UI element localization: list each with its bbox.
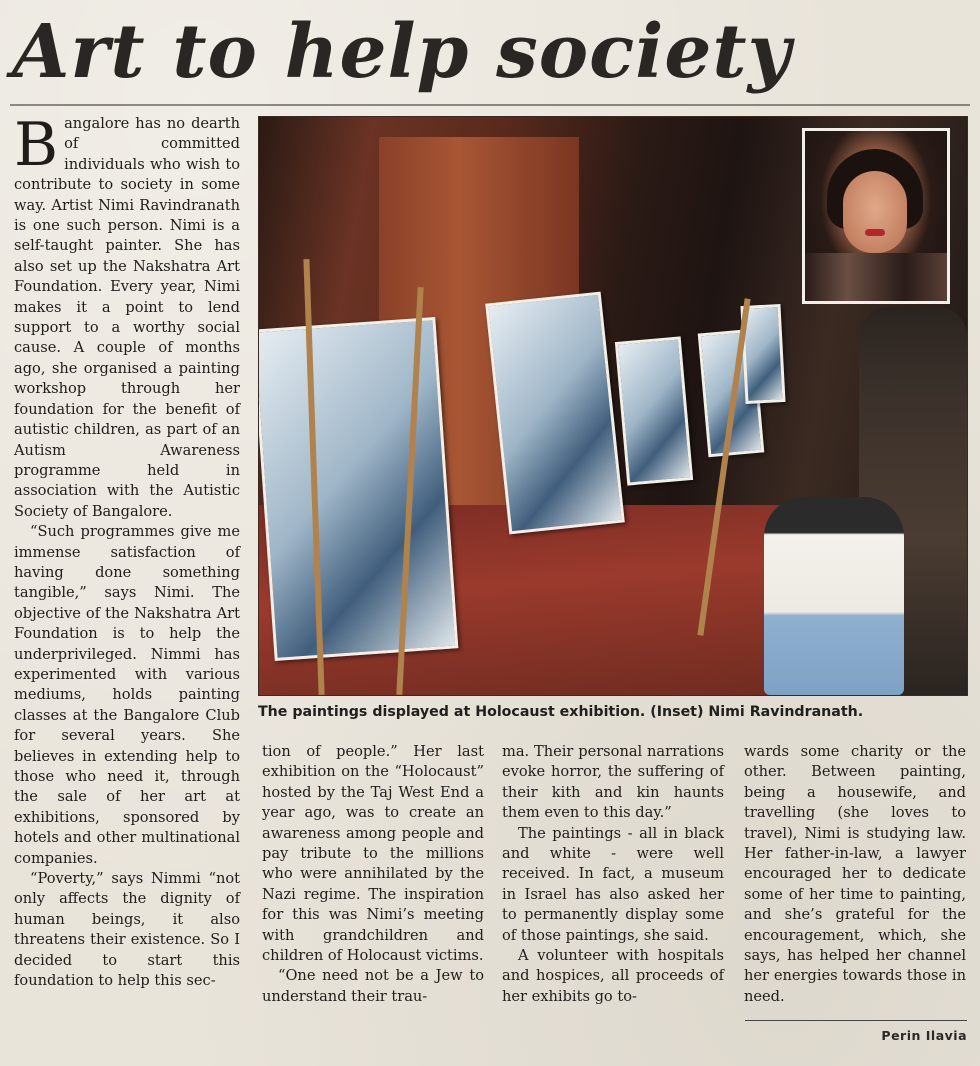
paragraph: A volunteer with hospitals and hospices, all proceeds of her exhibits go to-	[502, 947, 724, 1005]
paragraph: “One need not be a Jew to understand their trau-	[262, 967, 484, 1005]
photo-painting-portrait	[258, 317, 458, 661]
photo-caption: The paintings displayed at Holocaust exhibition. (Inset) Nimi Ravindranath.	[258, 704, 864, 720]
paragraph: tion of people.” Her last exhibition on the “Holocaust” hosted by the Taj West End a year ago, was to create an awareness among people and pay tribute to the millions who were annihilated by the Nazi regime. The inspiration for this was Nimi’s meeting with grandchildren and children of Holocaust victims.	[262, 743, 484, 965]
photo-painting-church	[485, 292, 625, 535]
paragraph: wards some charity or the other. Between painting, being a housewife, and travelling (she loves to travel), Nimi is studying law. Her father-in-law, a lawyer encouraged her to dedicate some of her time to painting, and she’s grateful for the encouragement, which, she says, has helped her channel her energies towards those in need.	[744, 743, 966, 1005]
photo-painting-figure	[615, 336, 693, 485]
paragraph: The paintings - all in black and white - were well received. In fact, a museum in Israel has also asked her to permanently display some of those paintings, she said.	[502, 824, 724, 944]
article-column-3	[502, 742, 724, 1007]
article-column-1	[14, 110, 240, 991]
headline: Art to help society	[12, 9, 792, 95]
headline-rule	[10, 104, 970, 106]
drop-cap: B	[14, 110, 59, 180]
article-column-2	[262, 742, 484, 1007]
paragraph: “Poverty,” says Nimmi “not only affects the dignity of human beings, it also threatens their existence. So I decided to start this foundation to help this sec-	[14, 870, 240, 990]
paragraph	[14, 110, 240, 522]
paragraph: ma. Their personal narrations evoke horror, the suffering of their kith and kin haunts them even to this day.”	[502, 743, 724, 822]
photo-child-figure	[764, 497, 904, 695]
portrait-sari	[805, 253, 947, 301]
paragraph: “Such programmes give me immense satisfaction of having done something tangible,” says Nimi. The objective of the Nakshatra Art Foundation is to help the underprivileged. Nimmi has experimented with various mediums, holds painting classes at the Bangalore Club for several years. She believes in extending help to those who need it, through the sale of her art at exhibitions, sponsored by hotels and other multinational companies.	[14, 523, 240, 867]
byline: Perin Ilavia	[881, 1028, 967, 1043]
paragraph-text: angalore has no dearth of committed individuals who wish to contribute to society in some way. Artist Nimi Ravindranath is one such person. Nimi is a self-taught painter. She has also set up the Nakshatra Art Foundation. Every year, Nimi makes it a point to lend support to a worthy social cause. A couple of months ago, she organised a painting workshop through her foundation for the benefit of autistic children, as part of an Autism Awareness programme held in association with the Autistic Society of Bangalore.	[14, 115, 240, 520]
portrait-lips	[865, 229, 885, 236]
byline-rule	[745, 1020, 967, 1021]
portrait-face	[843, 171, 907, 253]
inset-portrait	[802, 128, 950, 304]
article-column-4	[744, 742, 966, 1007]
